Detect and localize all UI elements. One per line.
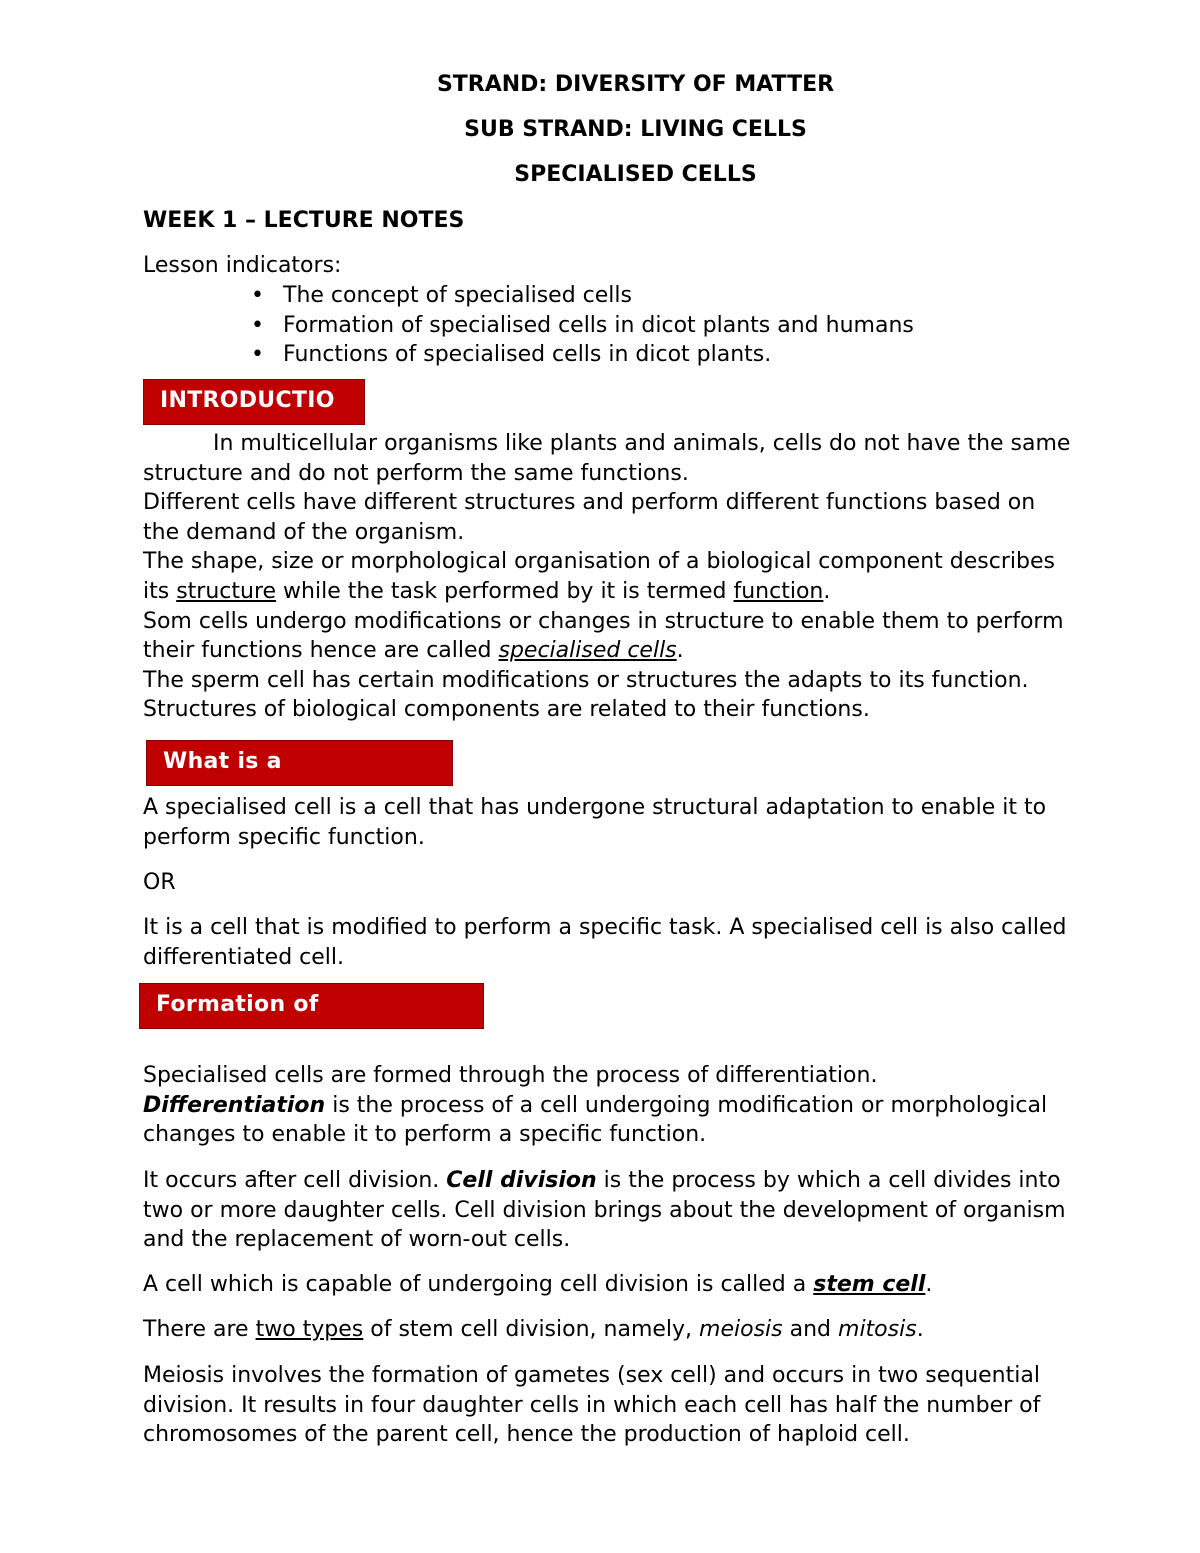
introduction-banner: INTRODUCTIO <box>143 379 365 425</box>
cell-division-paragraph: It occurs after cell division. Cell division is the process by which a cell divides into two or more daughter cells. Cell division brings about the development of organism and the replacement of worn-out cells. <box>143 1168 1066 1253</box>
cell-division-term: Cell division <box>446 1168 597 1193</box>
definition-paragraph: A specialised cell is a cell that has undergone structural adaptation to enable it to perform specific function. <box>143 795 1047 850</box>
types-paragraph: There are two types of stem cell division, namely, meiosis and mitosis. <box>143 1317 924 1342</box>
formation-paragraph: Specialised cells are formed through the process of differentiation. Differentiation is the process of a cell undergoing modification or morphological changes to enable it to perform a specific function. <box>143 1063 1048 1148</box>
lesson-indicators-label: Lesson indicators: <box>143 253 342 278</box>
meiosis-term: meiosis <box>699 1317 783 1342</box>
intro-paragraph: In multicellular organisms like plants and animals, cells do not have the same structure and do not perform the same functions. Different cells have different structures and perform different functions based on the demand of the organism. The shape, size or morphological organisation of a biological component describes its structure while the task performed by it is termed function. Som cells undergo modifications or changes in structure to enable them to perform their functions hence are called specialised cells. The sperm cell has certain modifications or structures the adapts to its function. Structures of biological components are related to their functions. <box>143 431 1071 723</box>
what-is-banner: What is a <box>146 740 453 786</box>
mitosis-term: mitosis <box>838 1317 917 1342</box>
meiosis-paragraph: Meiosis involves the formation of gametes (sex cell) and occurs in two sequential division. It results in four daughter cells in which each cell has half the number of chromosomes of the parent cell, hence the production of haploid cell. <box>143 1363 1041 1448</box>
stem-cell-paragraph: A cell which is capable of undergoing cell division is called a stem cell. <box>143 1272 933 1297</box>
differentiation-term: Differentiation <box>143 1092 326 1118</box>
sub-strand-heading: SUB STRAND: LIVING CELLS <box>464 117 807 142</box>
formation-banner: Formation of <box>139 983 484 1029</box>
strand-heading: STRAND: DIVERSITY OF MATTER <box>436 72 835 97</box>
definition-alt-paragraph: It is a cell that is modified to perform a specific task. A specialised cell is also called differentiated cell. <box>143 915 1067 970</box>
or-text: OR <box>143 870 176 895</box>
function-term: function <box>733 578 824 604</box>
bullet-icon: • <box>251 283 264 308</box>
week-heading: WEEK 1 – LECTURE NOTES <box>143 208 465 233</box>
topic-heading: SPECIALISED CELLS <box>514 162 757 187</box>
lesson-indicators-list <box>143 281 914 370</box>
bullet-icon: • <box>251 342 264 368</box>
two-types-term: two types <box>255 1317 364 1342</box>
specialised-cells-term: specialised cells <box>498 638 677 664</box>
structure-term: structure <box>176 578 277 604</box>
list-item: • Formation of specialised cells in dicot plants and humans <box>143 311 914 341</box>
list-item: • Functions of specialised cells in dicot plants. <box>143 340 914 370</box>
bullet-icon: • <box>251 312 264 338</box>
stem-cell-term: stem cell <box>813 1272 926 1297</box>
list-item: • The concept of specialised cells <box>143 281 914 311</box>
